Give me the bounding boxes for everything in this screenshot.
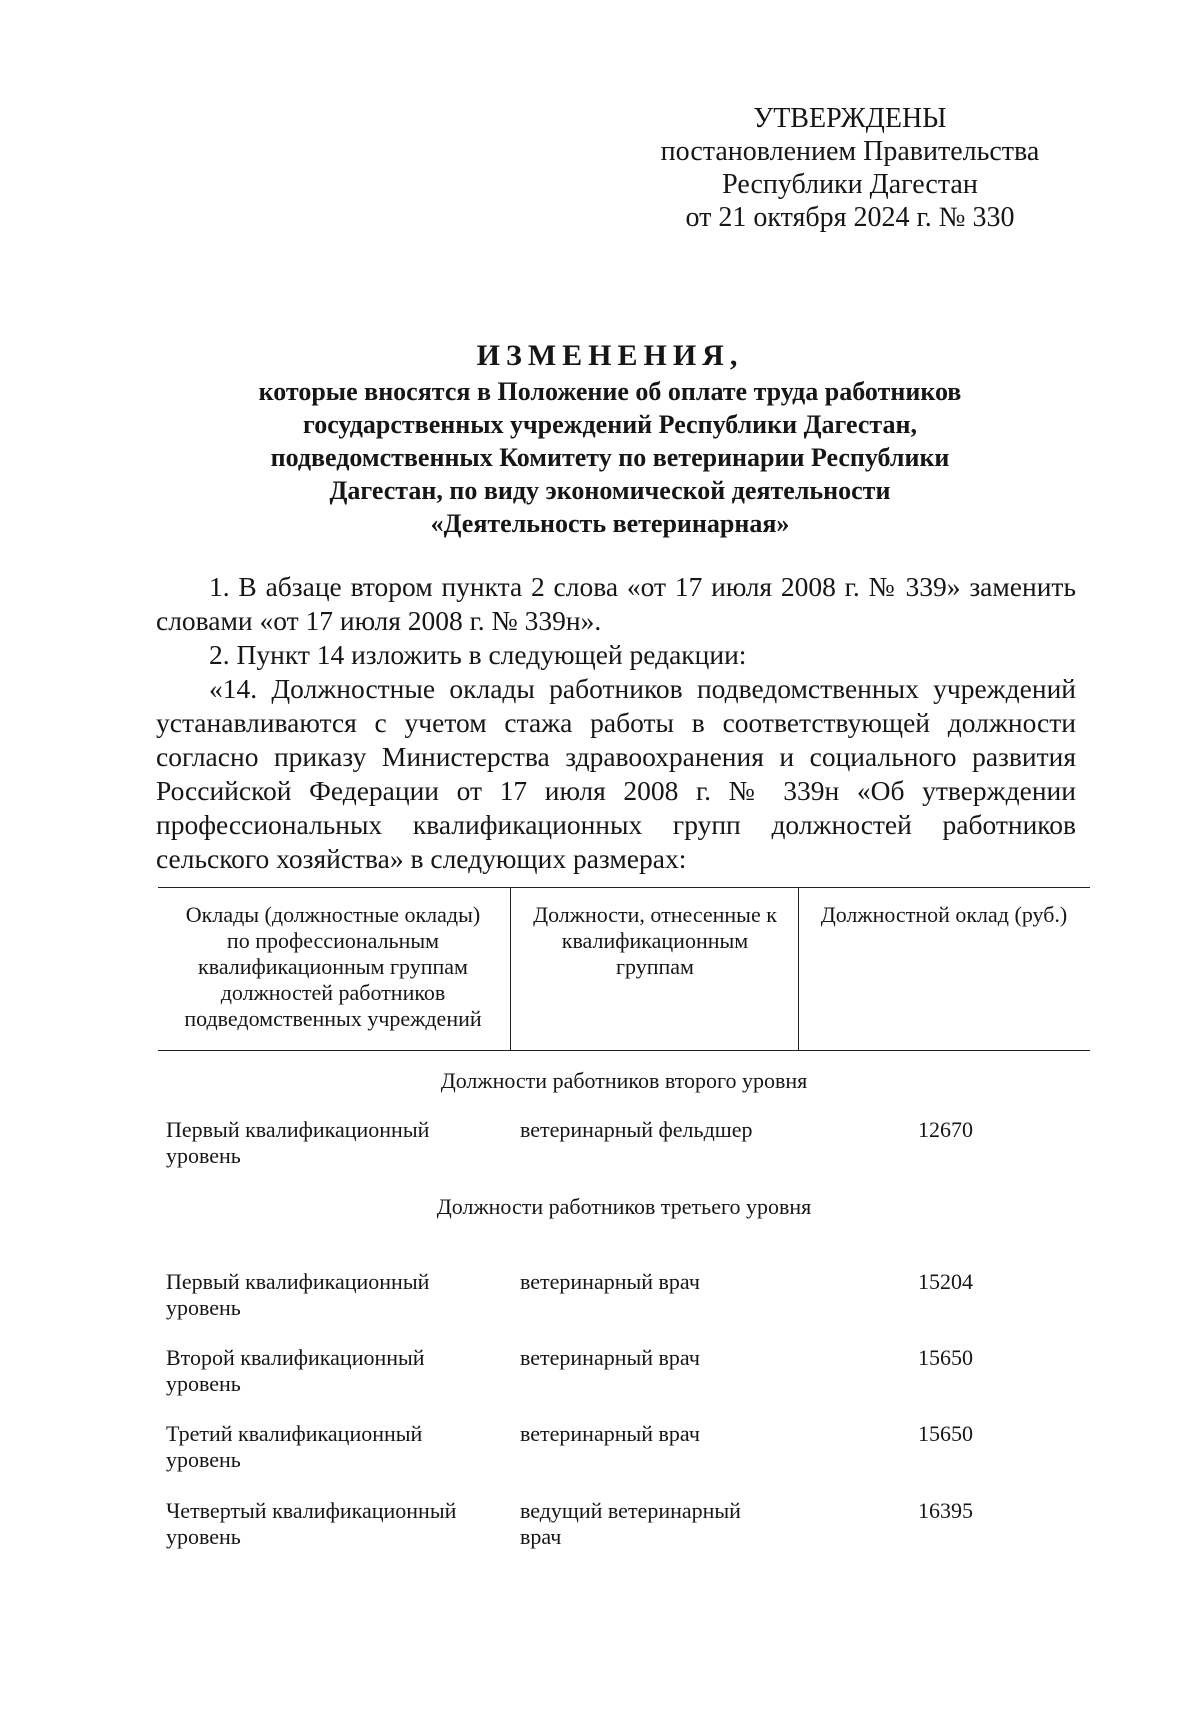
- table-row: [158, 1421, 1090, 1481]
- title-line: государственных учреждений Республики Дагестан,: [303, 410, 917, 439]
- position-text: ветеринарный фельдшер: [520, 1117, 753, 1142]
- level-text: уровень: [166, 1447, 241, 1472]
- header-salary: [798, 902, 1090, 928]
- title-line: которые вносятся в Положение об оплате труда работников: [258, 377, 962, 406]
- position-cell: [520, 1421, 790, 1447]
- paragraph-3-line: согласно приказу Министерства здравоохранения и социального развития: [156, 741, 1076, 772]
- document-body: [156, 570, 1076, 876]
- header-text: квалификационным: [561, 928, 749, 953]
- header-positions: [514, 902, 796, 980]
- title-line: подведомственных Комитету по ветеринарии Республики: [270, 443, 950, 472]
- table-header: [158, 887, 1090, 1051]
- position-cell: [520, 1345, 790, 1371]
- position-cell: [520, 1498, 790, 1550]
- position-cell: [520, 1117, 790, 1143]
- table-row: [158, 1269, 1090, 1329]
- level-text: Первый квалификационный: [166, 1117, 430, 1142]
- level-text: Первый квалификационный: [166, 1269, 430, 1294]
- position-text: врач: [520, 1524, 562, 1549]
- level-text: уровень: [166, 1371, 241, 1396]
- level-cell: [166, 1498, 506, 1550]
- level-text: Второй квалификационный: [166, 1345, 425, 1370]
- approval-block: [600, 102, 1100, 234]
- table-row: [158, 1117, 1090, 1177]
- salary-table: [158, 887, 1090, 1549]
- level-cell: [166, 1345, 506, 1397]
- position-text: ведущий ветеринарный: [520, 1498, 741, 1523]
- level-text: уровень: [166, 1524, 241, 1549]
- approval-title: УТВЕРЖДЕНЫ: [753, 103, 947, 134]
- position-text: ветеринарный врач: [520, 1421, 700, 1446]
- level-text: Третий квалификационный: [166, 1421, 423, 1446]
- table-row: [158, 1498, 1090, 1558]
- level-text: уровень: [166, 1295, 241, 1320]
- level-cell: [166, 1269, 506, 1321]
- document-title: [150, 337, 1070, 540]
- level-text: Четвертый квалификационный: [166, 1498, 457, 1523]
- header-text: группам: [616, 954, 694, 979]
- header-text: по профессиональным: [226, 928, 440, 953]
- header-text: Оклады (должностные оклады): [185, 902, 481, 927]
- header-groups: [158, 902, 508, 1032]
- level-cell: [166, 1421, 506, 1473]
- header-text: подведомственных учреждений: [184, 1006, 482, 1031]
- level-text: уровень: [166, 1143, 241, 1168]
- salary-cell: 15204: [918, 1269, 973, 1294]
- title-line: Дагестан, по виду экономической деятельности: [329, 476, 891, 505]
- salary-cell: 12670: [918, 1117, 973, 1142]
- section-second-level: Должности работников второго уровня: [440, 1068, 808, 1093]
- level-cell: [166, 1117, 506, 1169]
- title-line: «Деятельность ветеринарная»: [430, 509, 790, 538]
- paragraph-3-line: устанавливаются с учетом стажа работы в соответствующей должности: [156, 707, 1076, 738]
- column-divider: [510, 888, 511, 1050]
- position-text: ветеринарный врач: [520, 1269, 700, 1294]
- approval-region: Республики Дагестан: [722, 169, 978, 200]
- position-text: ветеринарный врач: [520, 1345, 700, 1370]
- title-heading: ИЗМЕНЕНИЯ,: [476, 339, 744, 372]
- salary-cell: 15650: [918, 1345, 973, 1370]
- header-text: квалификационным группам: [198, 954, 468, 979]
- paragraph-1-line: словами «от 17 июля 2008 г. № 339н».: [156, 605, 602, 636]
- header-text: Должностной оклад (руб.): [820, 902, 1068, 927]
- salary-cell: 15650: [918, 1421, 973, 1446]
- approval-date: от 21 октября 2024 г. № 330: [685, 202, 1015, 233]
- header-text: Должности, отнесенные к: [533, 902, 777, 927]
- table-row: [158, 1345, 1090, 1405]
- approval-decree: постановлением Правительства: [660, 136, 1040, 167]
- position-cell: [520, 1269, 790, 1295]
- paragraph-3-line: профессиональных квалификационных групп должностей работников: [156, 809, 1076, 840]
- section-third-level: Должности работников третьего уровня: [436, 1194, 812, 1219]
- header-text: должностей работников: [220, 980, 446, 1005]
- paragraph-3-line: сельского хозяйства» в следующих размерах:: [156, 843, 687, 874]
- paragraph-3-line: Российской Федерации от 17 июля 2008 г. № 339н «Об утверждении: [156, 775, 1076, 806]
- paragraph-1-line: 1. В абзаце втором пункта 2 слова «от 17 июля 2008 г. № 339» заменить: [209, 571, 1076, 602]
- salary-cell: 16395: [918, 1498, 973, 1523]
- paragraph-3-line: «14. Должностные оклады работников подведомственных учреждений: [209, 673, 1076, 704]
- paragraph-2: 2. Пункт 14 изложить в следующей редакции:: [209, 639, 747, 670]
